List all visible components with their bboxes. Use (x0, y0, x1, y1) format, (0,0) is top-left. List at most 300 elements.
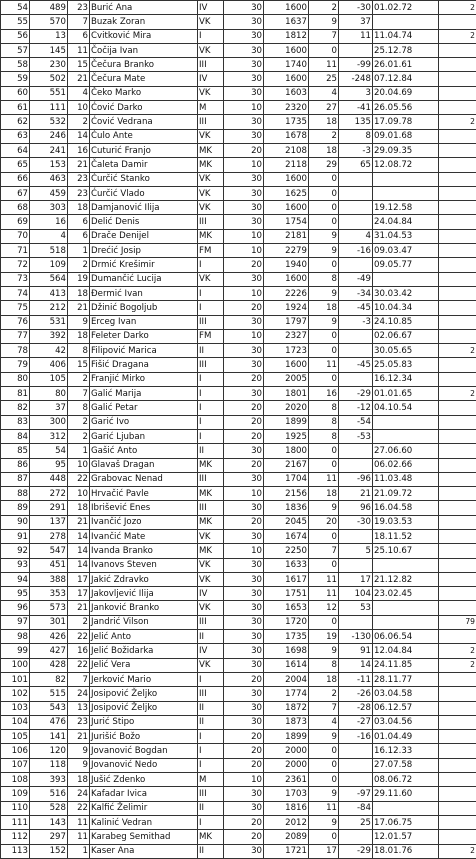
games-cell: 0 (309, 329, 339, 343)
player-name-cell: Jandrić Vilson (90, 615, 198, 629)
category-cell: II (198, 844, 224, 858)
k-factor-cell: 20 (224, 458, 264, 472)
row-number-cell: 79 (1, 358, 30, 372)
rating-change-cell (339, 758, 373, 772)
player-name-cell: Ćulo Ante (90, 129, 198, 143)
birth-date-cell: 01.02.72 (373, 1, 439, 15)
birth-date-cell (373, 601, 439, 615)
player-name-cell: Damjanović Ilija (90, 201, 198, 215)
extra-note-cell (439, 215, 476, 229)
extra-note-cell (439, 758, 476, 772)
table-row (1, 630, 476, 644)
extra-note-cell (439, 529, 476, 543)
table-row (1, 344, 476, 358)
games-cell: 11 (309, 472, 339, 486)
rating-cell: 1925 (264, 429, 309, 443)
games-cell: 19 (309, 630, 339, 644)
table-row (1, 329, 476, 343)
extra-note-cell (439, 315, 476, 329)
rating-cell: 2320 (264, 101, 309, 115)
rating-change-cell: 25 (339, 815, 373, 829)
rating-change-cell: 104 (339, 587, 373, 601)
games-cell: 0 (309, 744, 339, 758)
extra-note-cell: 2 (439, 344, 476, 358)
table-row (1, 672, 476, 686)
category-cell: I (198, 815, 224, 829)
rating-change-cell (339, 258, 373, 272)
category-cell: II (198, 630, 224, 644)
player-name-cell: Josipović Željko (90, 687, 198, 701)
games-cell: 9 (309, 244, 339, 258)
player-name-cell: Delić Denis (90, 215, 198, 229)
club-number-cell: 18 (68, 286, 90, 300)
birth-date-cell: 19.03.53 (373, 515, 439, 529)
club-number-cell: 22 (68, 801, 90, 815)
table-row (1, 244, 476, 258)
rating-change-cell: -34 (339, 286, 373, 300)
table-row (1, 615, 476, 629)
table-row (1, 815, 476, 829)
player-id-cell: 300 (30, 415, 68, 429)
k-factor-cell: 30 (224, 43, 264, 57)
club-number-cell: 18 (68, 501, 90, 515)
rating-cell: 1600 (264, 272, 309, 286)
extra-note-cell (439, 201, 476, 215)
games-cell: 0 (309, 201, 339, 215)
k-factor-cell: 30 (224, 72, 264, 86)
club-number-cell: 23 (68, 186, 90, 200)
extra-note-cell (439, 272, 476, 286)
player-id-cell: 353 (30, 587, 68, 601)
row-number-cell: 58 (1, 58, 30, 72)
club-number-cell: 1 (68, 844, 90, 858)
k-factor-cell: 20 (224, 301, 264, 315)
player-name-cell: Čečura Branko (90, 58, 198, 72)
games-cell: 25 (309, 72, 339, 86)
club-number-cell: 23 (68, 715, 90, 729)
player-id-cell: 141 (30, 730, 68, 744)
player-name-cell: Đermić Ivan (90, 286, 198, 300)
player-name-cell: Dumančić Lucija (90, 272, 198, 286)
player-id-cell: 551 (30, 86, 68, 100)
rating-cell: 1600 (264, 1, 309, 15)
club-number-cell: 2 (68, 415, 90, 429)
extra-note-cell (439, 701, 476, 715)
birth-date-cell (373, 172, 439, 186)
games-cell: 2 (309, 1, 339, 15)
category-cell: MK (198, 143, 224, 157)
category-cell: III (198, 501, 224, 515)
player-name-cell: Feleter Darko (90, 329, 198, 343)
row-number-cell: 67 (1, 186, 30, 200)
k-factor-cell: 30 (224, 186, 264, 200)
rating-cell: 1637 (264, 15, 309, 29)
row-number-cell: 109 (1, 787, 30, 801)
player-name-cell: Josipović Željko (90, 701, 198, 715)
rating-cell: 1899 (264, 415, 309, 429)
rating-change-cell: 14 (339, 658, 373, 672)
rating-change-cell: -84 (339, 801, 373, 815)
games-cell: 8 (309, 272, 339, 286)
row-number-cell: 82 (1, 401, 30, 415)
table-row (1, 143, 476, 157)
club-number-cell: 1 (68, 244, 90, 258)
row-number-cell: 110 (1, 801, 30, 815)
row-number-cell: 62 (1, 115, 30, 129)
birth-date-cell: 26.05.56 (373, 101, 439, 115)
rating-change-cell: 65 (339, 158, 373, 172)
rating-change-cell: -11 (339, 672, 373, 686)
games-cell: 11 (309, 801, 339, 815)
club-number-cell: 7 (68, 672, 90, 686)
category-cell: VK (198, 186, 224, 200)
club-number-cell: 14 (68, 129, 90, 143)
rating-cell: 1600 (264, 172, 309, 186)
club-number-cell: 2 (68, 115, 90, 129)
extra-note-cell (439, 773, 476, 787)
table-row (1, 115, 476, 129)
table-row (1, 544, 476, 558)
k-factor-cell: 30 (224, 587, 264, 601)
extra-note-cell (439, 444, 476, 458)
extra-note-cell: 2 (439, 387, 476, 401)
club-number-cell: 10 (68, 458, 90, 472)
player-name-cell: Kalfić Želimir (90, 801, 198, 815)
games-cell: 4 (309, 86, 339, 100)
club-number-cell: 8 (68, 401, 90, 415)
rating-change-cell (339, 43, 373, 57)
extra-note-cell (439, 687, 476, 701)
table-row (1, 58, 476, 72)
extra-note-cell (439, 258, 476, 272)
player-name-cell: Cvitković Mira (90, 29, 198, 43)
row-number-cell: 81 (1, 387, 30, 401)
club-number-cell: 7 (68, 387, 90, 401)
birth-date-cell: 01.01.65 (373, 387, 439, 401)
birth-date-cell: 28.11.77 (373, 672, 439, 686)
games-cell: 8 (309, 429, 339, 443)
birth-date-cell: 10.04.34 (373, 301, 439, 315)
k-factor-cell: 20 (224, 730, 264, 744)
k-factor-cell: 10 (224, 487, 264, 501)
birth-date-cell: 31.04.53 (373, 229, 439, 243)
row-number-cell: 101 (1, 672, 30, 686)
games-cell: 7 (309, 701, 339, 715)
rating-change-cell (339, 830, 373, 844)
club-number-cell: 21 (68, 730, 90, 744)
rating-change-cell (339, 372, 373, 386)
games-cell: 0 (309, 444, 339, 458)
player-name-cell: Jovanović Bogdan (90, 744, 198, 758)
row-number-cell: 64 (1, 143, 30, 157)
rating-change-cell: 5 (339, 544, 373, 558)
row-number-cell: 86 (1, 458, 30, 472)
k-factor-cell: 20 (224, 372, 264, 386)
rating-change-cell: -96 (339, 472, 373, 486)
k-factor-cell: 30 (224, 801, 264, 815)
extra-note-cell (439, 801, 476, 815)
k-factor-cell: 20 (224, 401, 264, 415)
table-row (1, 86, 476, 100)
rating-change-cell: -26 (339, 687, 373, 701)
birth-date-cell: 29.09.35 (373, 143, 439, 157)
player-id-cell: 137 (30, 515, 68, 529)
table-row (1, 229, 476, 243)
rating-change-cell: 53 (339, 601, 373, 615)
table-row (1, 501, 476, 515)
k-factor-cell: 10 (224, 229, 264, 243)
k-factor-cell: 30 (224, 572, 264, 586)
rating-cell: 1735 (264, 115, 309, 129)
extra-note-cell (439, 158, 476, 172)
games-cell: 18 (309, 143, 339, 157)
category-cell: I (198, 258, 224, 272)
table-row (1, 301, 476, 315)
extra-note-cell: 2 (439, 658, 476, 672)
rating-change-cell: 91 (339, 644, 373, 658)
k-factor-cell: 20 (224, 515, 264, 529)
games-cell: 9 (309, 644, 339, 658)
row-number-cell: 84 (1, 429, 30, 443)
rating-cell: 1603 (264, 86, 309, 100)
row-number-cell: 106 (1, 744, 30, 758)
birth-date-cell: 03.04.58 (373, 687, 439, 701)
extra-note-cell (439, 129, 476, 143)
rating-change-cell (339, 172, 373, 186)
birth-date-cell: 18.11.52 (373, 529, 439, 543)
rating-change-cell: -29 (339, 844, 373, 858)
player-name-cell: Jurić Stipo (90, 715, 198, 729)
player-name-cell: Erceg Ivan (90, 315, 198, 329)
rating-change-cell (339, 215, 373, 229)
extra-note-cell (439, 358, 476, 372)
club-number-cell: 17 (68, 572, 90, 586)
category-cell: I (198, 415, 224, 429)
k-factor-cell: 30 (224, 215, 264, 229)
birth-date-cell: 21.12.82 (373, 572, 439, 586)
row-number-cell: 99 (1, 644, 30, 658)
table-row (1, 387, 476, 401)
category-cell: VK (198, 129, 224, 143)
rating-cell: 1812 (264, 29, 309, 43)
table-row (1, 701, 476, 715)
table-row (1, 658, 476, 672)
table-row (1, 172, 476, 186)
player-id-cell: 4 (30, 229, 68, 243)
k-factor-cell: 30 (224, 715, 264, 729)
extra-note-cell (439, 58, 476, 72)
rating-cell: 1872 (264, 701, 309, 715)
extra-note-cell (439, 787, 476, 801)
extra-note-cell (439, 143, 476, 157)
extra-note-cell (439, 372, 476, 386)
extra-note-cell: 2 (439, 1, 476, 15)
club-number-cell: 24 (68, 787, 90, 801)
table-row (1, 158, 476, 172)
player-id-cell: 303 (30, 201, 68, 215)
table-row (1, 258, 476, 272)
player-name-cell: Kalinić Vedran (90, 815, 198, 829)
club-number-cell: 18 (68, 773, 90, 787)
category-cell: II (198, 701, 224, 715)
games-cell: 18 (309, 115, 339, 129)
k-factor-cell: 30 (224, 315, 264, 329)
extra-note-cell: 2 (439, 644, 476, 658)
player-name-cell: Jelić Vera (90, 658, 198, 672)
games-cell: 0 (309, 830, 339, 844)
birth-date-cell (373, 272, 439, 286)
rating-cell: 2020 (264, 401, 309, 415)
k-factor-cell: 10 (224, 244, 264, 258)
rating-cell: 2045 (264, 515, 309, 529)
rating-change-cell: 21 (339, 487, 373, 501)
birth-date-cell: 29.11.60 (373, 787, 439, 801)
category-cell: I (198, 429, 224, 443)
table-row (1, 787, 476, 801)
club-number-cell: 2 (68, 258, 90, 272)
rating-cell: 1721 (264, 844, 309, 858)
birth-date-cell: 17.06.75 (373, 815, 439, 829)
birth-date-cell: 09.01.68 (373, 129, 439, 143)
birth-date-cell: 09.03.47 (373, 244, 439, 258)
club-number-cell: 24 (68, 687, 90, 701)
player-id-cell: 388 (30, 572, 68, 586)
birth-date-cell: 25.12.78 (373, 43, 439, 57)
birth-date-cell: 24.04.84 (373, 215, 439, 229)
category-cell: III (198, 787, 224, 801)
table-row (1, 429, 476, 443)
k-factor-cell: 30 (224, 115, 264, 129)
k-factor-cell: 30 (224, 601, 264, 615)
rating-change-cell: -30 (339, 515, 373, 529)
rating-change-cell (339, 344, 373, 358)
category-cell: MK (198, 515, 224, 529)
birth-date-cell (373, 801, 439, 815)
extra-note-cell (439, 286, 476, 300)
club-number-cell: 11 (68, 815, 90, 829)
k-factor-cell: 30 (224, 358, 264, 372)
games-cell: 0 (309, 258, 339, 272)
club-number-cell: 7 (68, 15, 90, 29)
birth-date-cell (373, 15, 439, 29)
rating-cell: 2000 (264, 758, 309, 772)
player-id-cell: 532 (30, 115, 68, 129)
player-id-cell: 120 (30, 744, 68, 758)
extra-note-cell (439, 601, 476, 615)
category-cell: I (198, 301, 224, 315)
player-name-cell: Čečura Mate (90, 72, 198, 86)
row-number-cell: 65 (1, 158, 30, 172)
category-cell: VK (198, 43, 224, 57)
club-number-cell: 10 (68, 487, 90, 501)
rating-change-cell: 17 (339, 572, 373, 586)
rating-cell: 2327 (264, 329, 309, 343)
player-name-cell: Ćović Vedrana (90, 115, 198, 129)
player-name-cell: Ivančić Mate (90, 529, 198, 543)
rating-change-cell: 8 (339, 129, 373, 143)
player-id-cell: 570 (30, 15, 68, 29)
table-row (1, 572, 476, 586)
table-row (1, 730, 476, 744)
extra-note-cell (439, 515, 476, 529)
row-number-cell: 73 (1, 272, 30, 286)
player-name-cell: Drmić Krešimir (90, 258, 198, 272)
player-name-cell: Ivančić Jozo (90, 515, 198, 529)
k-factor-cell: 30 (224, 272, 264, 286)
player-name-cell: Jelić Božidarka (90, 644, 198, 658)
player-name-cell: Čaleta Damir (90, 158, 198, 172)
row-number-cell: 75 (1, 301, 30, 315)
player-id-cell: 278 (30, 529, 68, 543)
extra-note-cell (439, 830, 476, 844)
birth-date-cell (373, 558, 439, 572)
category-cell: III (198, 115, 224, 129)
category-cell: VK (198, 201, 224, 215)
table-row (1, 272, 476, 286)
table-row (1, 129, 476, 143)
rating-cell: 1653 (264, 601, 309, 615)
category-cell: II (198, 801, 224, 815)
row-number-cell: 78 (1, 344, 30, 358)
player-id-cell: 489 (30, 1, 68, 15)
club-number-cell: 11 (68, 830, 90, 844)
table-row (1, 558, 476, 572)
row-number-cell: 90 (1, 515, 30, 529)
games-cell: 0 (309, 615, 339, 629)
table-row (1, 715, 476, 729)
k-factor-cell: 10 (224, 329, 264, 343)
club-number-cell: 9 (68, 758, 90, 772)
games-cell: 12 (309, 601, 339, 615)
row-number-cell: 76 (1, 315, 30, 329)
rating-cell: 2005 (264, 372, 309, 386)
club-number-cell: 14 (68, 558, 90, 572)
k-factor-cell: 20 (224, 429, 264, 443)
club-number-cell: 22 (68, 472, 90, 486)
player-id-cell: 153 (30, 158, 68, 172)
games-cell: 0 (309, 344, 339, 358)
player-id-cell: 427 (30, 644, 68, 658)
category-cell: MK (198, 458, 224, 472)
table-row (1, 644, 476, 658)
player-name-cell: Jerković Mario (90, 672, 198, 686)
club-number-cell: 9 (68, 744, 90, 758)
extra-note-cell: 79 (439, 615, 476, 629)
rating-cell: 1899 (264, 730, 309, 744)
birth-date-cell: 26.01.61 (373, 58, 439, 72)
rating-change-cell: -53 (339, 429, 373, 443)
k-factor-cell: 20 (224, 415, 264, 429)
k-factor-cell: 30 (224, 129, 264, 143)
club-number-cell: 18 (68, 329, 90, 343)
rating-cell: 1723 (264, 344, 309, 358)
k-factor-cell: 30 (224, 658, 264, 672)
category-cell: VK (198, 529, 224, 543)
player-id-cell: 426 (30, 630, 68, 644)
extra-note-cell (439, 730, 476, 744)
rating-change-cell: -30 (339, 1, 373, 15)
category-cell: IV (198, 1, 224, 15)
extra-note-cell (439, 186, 476, 200)
rating-change-cell: -54 (339, 415, 373, 429)
rating-cell: 1940 (264, 258, 309, 272)
category-cell: II (198, 444, 224, 458)
table-row (1, 830, 476, 844)
club-number-cell: 18 (68, 201, 90, 215)
extra-note-cell: 2 (439, 115, 476, 129)
table-row (1, 1, 476, 15)
row-number-cell: 102 (1, 687, 30, 701)
